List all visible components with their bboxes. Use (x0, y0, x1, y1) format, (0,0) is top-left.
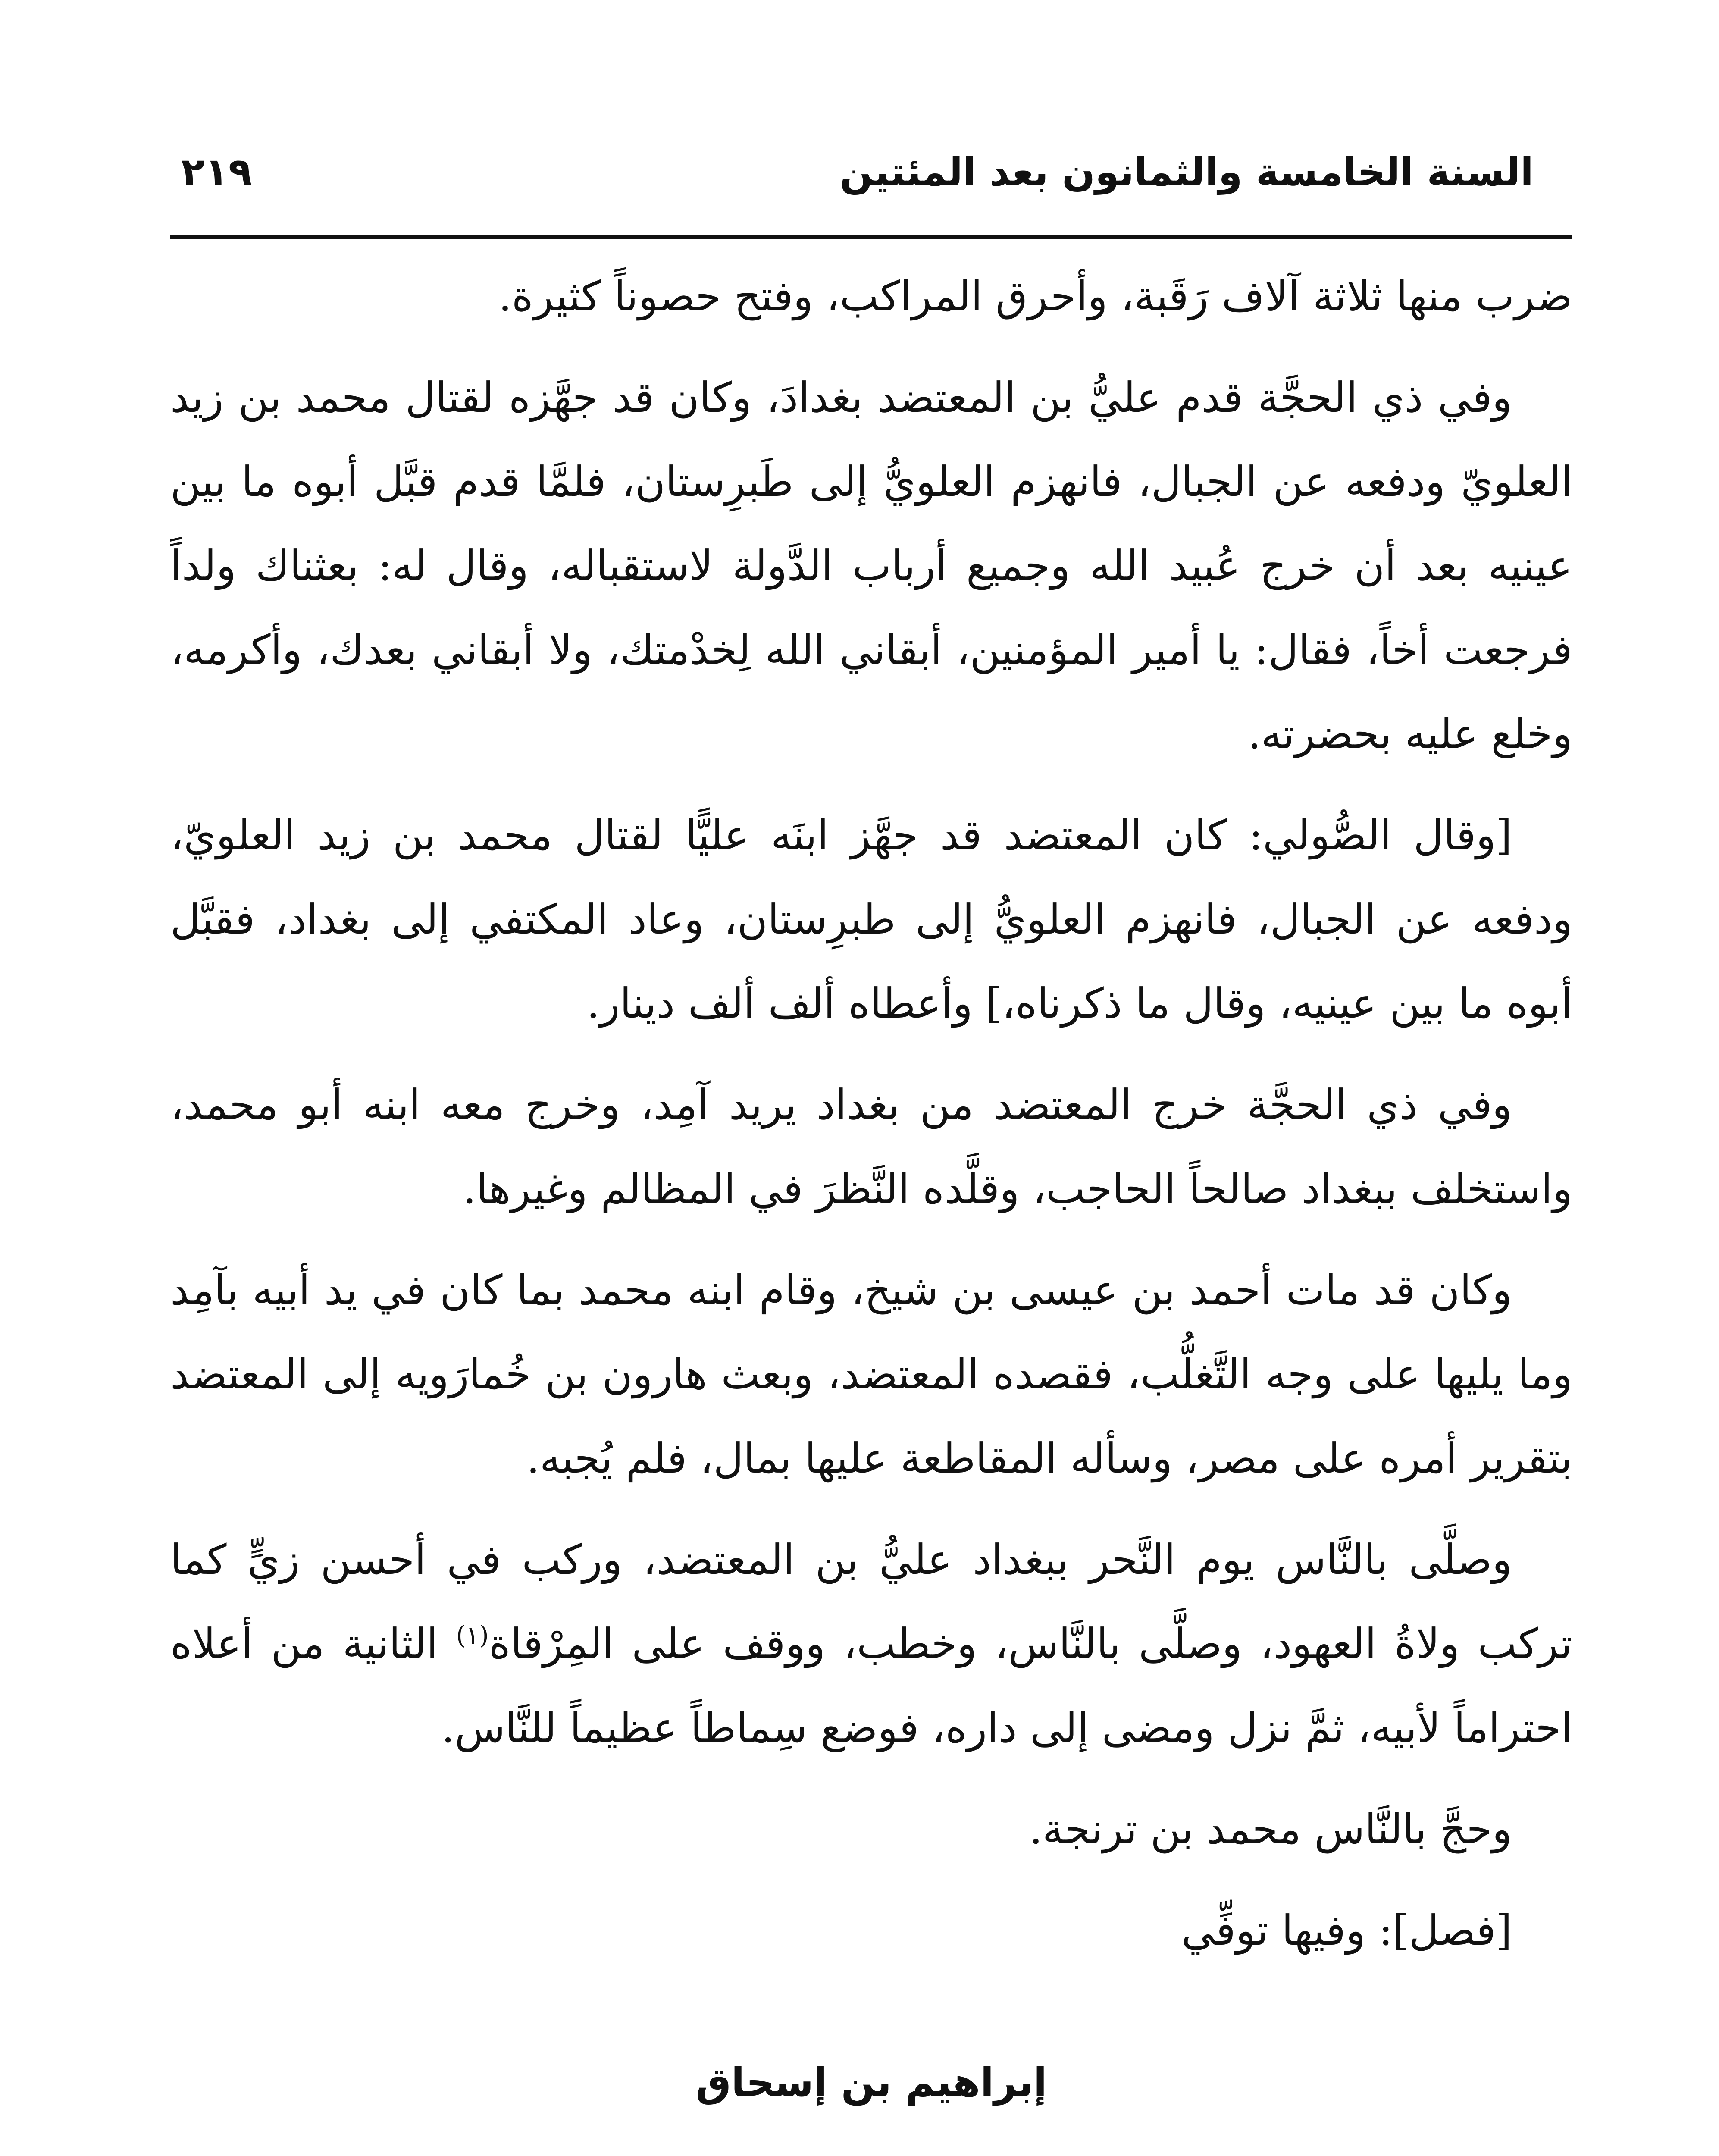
section-heading: إبراهيم بن إسحاق (695, 2059, 1047, 2106)
paragraph-5: وكان قد مات أحمد بن عيسى بن شيخ، وقام ابنه محمد بما كان في يد أبيه بآمِد وما يليها على وجه التَّغلُّب، فقصده المعتضد، وبعث هارون بن خُمارَويه إلى المعتضد بتقرير أمره على مصر، وسأله المقاطعة عليها بمال، فلم يُجبه. (170, 1266, 1572, 1482)
paragraph-2: وفي ذي الحجَّة قدم عليُّ بن المعتضد بغدادَ، وكان قد جهَّزه لقتال محمد بن زيد العلويّ ودفعه عن الجبال، فانهزم العلويُّ إلى طَبرِستان، فلمَّا قدم قبَّل أبوه ما بين عينيه بعد أن خرج عُبيد الله وجميع أرباب الدَّولة لاستقباله، وقال له: بعثناك ولداً فرجعت أخاً، فقال: يا أمير المؤمنين، أبقاني الله لِخدْمتك، ولا أبقاني بعدك، وأكرمه، وخلع عليه بحضرته. (170, 373, 1573, 758)
running-header-title: السنة الخامسة والثمانون بعد المئتين (839, 150, 1534, 195)
biography-paragraph (170, 2150, 1572, 2156)
paragraph-6 (170, 1518, 1572, 1770)
paragraph-1: ضرب منها ثلاثة آلاف رَقَبة، وأحرق المراكب، وفتح حصوناً كثيرة. (498, 272, 1572, 320)
paragraph-4: وفي ذي الحجَّة خرج المعتضد من بغداد يريد آمِد، وخرج معه ابنه أبو محمد، واستخلف ببغداد صالحاً الحاجب، وقلَّده النَّظرَ في المظالم وغيرها. (170, 1081, 1572, 1213)
main-text (170, 254, 1572, 1990)
page-number: ٢١٩ (181, 150, 252, 195)
paragraph-3: [وقال الصُّولي: كان المعتضد قد جهَّز ابنَه عليًّا لقتال محمد بن زيد العلويّ، ودفعه عن الجبال، فانهزم العلويُّ إلى طبرِستان، وعاد المكتفي إلى بغداد، فقبَّل أبوه ما بين عينيه، وقال ما ذكرناه،] وأعطاه ألف ألف دينار. (170, 811, 1572, 1028)
header-divider (170, 235, 1572, 239)
biography-text (170, 2150, 1572, 2156)
footnote-marker: (١) (456, 1621, 489, 1650)
paragraph-6-part-1: وصلَّى بالنَّاس يوم النَّحر ببغداد عليُّ بن المعتضد، وركب في أحسن زيٍّ كما تركب ولاةُ العهود، وصلَّى بالنَّاس، وخطب، ووقف على المِرْقاة (170, 1536, 1573, 1668)
paragraph-7: وحجَّ بالنَّاس محمد بن ترنجة. (1029, 1805, 1512, 1853)
paragraph-6-part-2: الثانية من أعلاه احتراماً لأبيه، ثمَّ نزل ومضى إلى داره، فوضع سِماطاً عظيماً للنَّاس. (170, 1620, 1572, 1752)
paragraph-8: [فصل]: وفيها توفِّي (1181, 1906, 1512, 1955)
